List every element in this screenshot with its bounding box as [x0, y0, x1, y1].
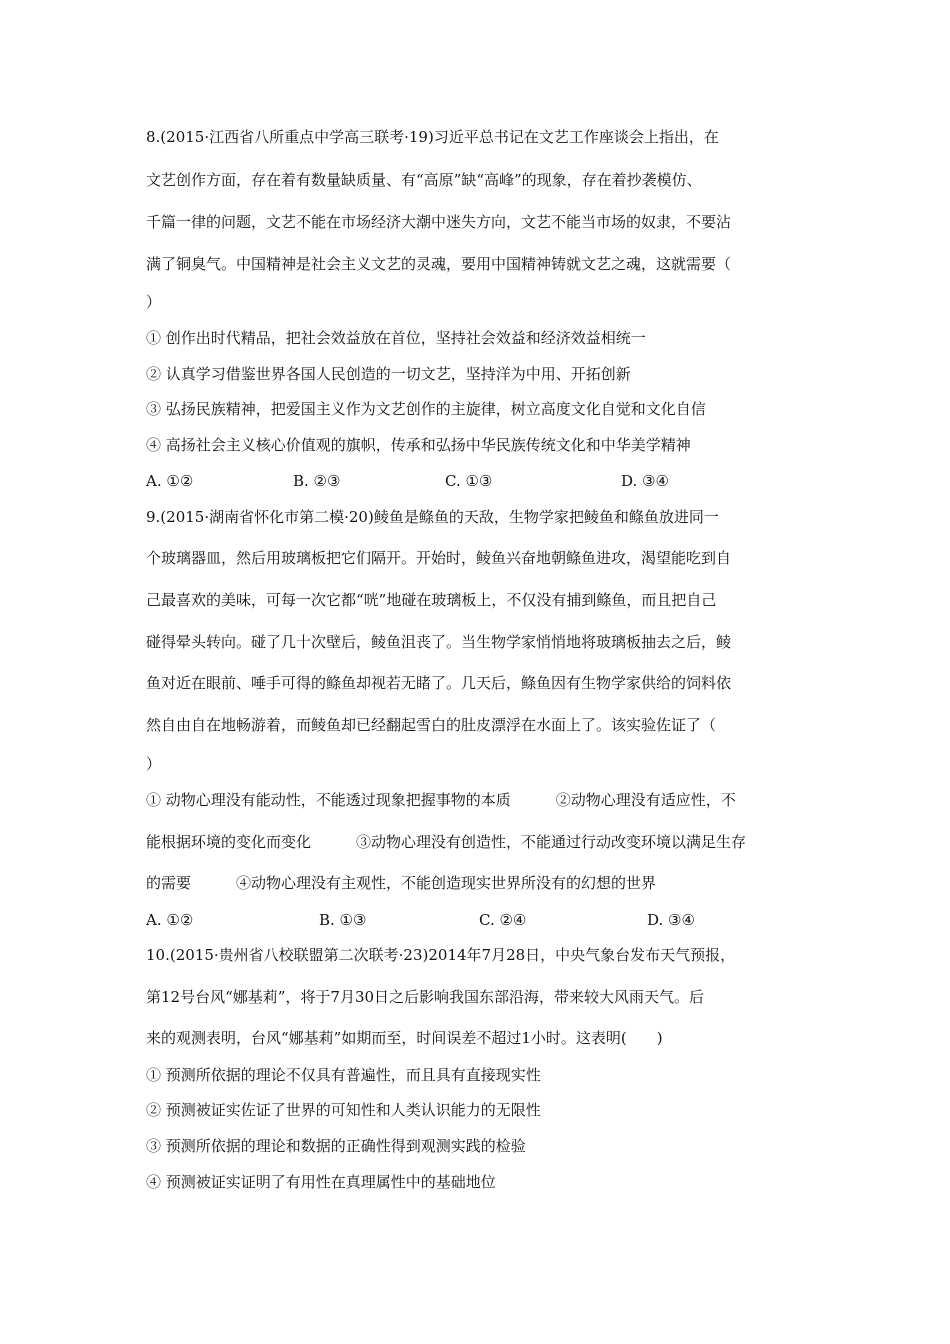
question-9-statement-line: 的需要 ④动物心理没有主观性，不能创造现实世界所没有的幻想的世界	[146, 874, 657, 892]
question-8-stem-line: 8.(2015·江西省八所重点中学高三联考·19)习近平总书记在文艺工作座谈会上指出，在	[146, 128, 719, 146]
question-8-option-d[interactable]: D. ③④	[621, 472, 669, 490]
question-10-statement-1: ① 预测所依据的理论不仅具有普遍性，而且具有直接现实性	[146, 1066, 541, 1084]
question-10-statement-4: ④ 预测被证实证明了有用性在真理属性中的基础地位	[146, 1173, 496, 1191]
question-8-stem-line: 满了铜臭气。中国精神是社会主义文艺的灵魂，要用中国精神铸就文艺之魂，这就需要（	[146, 255, 732, 273]
question-9-statement-line: ① 动物心理没有能动性，不能透过现象把握事物的本质 ②动物心理没有适应性，不	[146, 791, 736, 809]
question-10-stem-line: 来的观测表明，台风“娜基莉”如期而至，时间误差不超过1小时。这表明( )	[146, 1029, 663, 1047]
question-8-option-c[interactable]: C. ①③	[445, 472, 493, 490]
question-8-statement-4: ④ 高扬社会主义核心价值观的旗帜，传承和弘扬中华民族传统文化和中华美学精神	[146, 436, 691, 454]
question-9-option-a[interactable]: A. ①②	[146, 911, 194, 929]
question-8-option-b[interactable]: B. ②③	[293, 472, 341, 490]
question-9-stem-line: 碰得晕头转向。碰了几十次壁后，鲮鱼沮丧了。当生物学家悄悄地将玻璃板抽去之后，鲮	[146, 633, 732, 651]
question-8-option-a[interactable]: A. ①②	[146, 472, 194, 490]
question-9-stem-line: 然自由自在地畅游着，而鲮鱼却已经翻起雪白的肚皮漂浮在水面上了。该实验佐证了（	[146, 716, 717, 734]
question-8-stem-line: 千篇一律的问题，文艺不能在市场经济大潮中迷失方向，文艺不能当市场的奴隶，不要沾	[146, 213, 732, 231]
question-9-statement-line: 能根据环境的变化而变化 ③动物心理没有创造性，不能通过行动改变环境以满足生存	[146, 833, 747, 851]
question-8-statement-1: ① 创作出时代精品，把社会效益放在首位，坚持社会效益和经济效益相统一	[146, 329, 646, 347]
question-10-statement-2: ② 预测被证实佐证了世界的可知性和人类认识能力的无限性	[146, 1101, 541, 1119]
question-9-stem-line: 己最喜欢的美味，可每一次它都“咣”地碰在玻璃板上，不仅没有捕到鲦鱼，而且把自己	[146, 591, 717, 609]
question-9-option-d[interactable]: D. ③④	[647, 911, 695, 929]
question-8-statement-3: ③ 弘扬民族精神，把爱国主义作为文艺创作的主旋律，树立高度文化自觉和文化自信	[146, 400, 706, 418]
question-10-stem-line: 第12号台风“娜基莉”，将于7月30日之后影响我国东部沿海，带来较大风雨天气。后	[146, 988, 705, 1006]
question-8-statement-2: ② 认真学习借鉴世界各国人民创造的一切文艺，坚持洋为中用、开拓创新	[146, 365, 631, 383]
question-9-stem-line: 个玻璃器皿，然后用玻璃板把它们隔开。开始时，鲮鱼兴奋地朝鲦鱼进攻，渴望能吃到自	[146, 549, 732, 567]
question-9-stem-line: ）	[146, 755, 162, 773]
question-10-stem-line: 10.(2015·贵州省八校联盟第二次联考·23)2014年7月28日，中央气象台发布天气预报，	[146, 946, 736, 964]
question-8-stem-line: ）	[146, 293, 162, 311]
question-9-option-b[interactable]: B. ①③	[319, 911, 367, 929]
question-8-stem-line: 文艺创作方面，存在着有数量缺质量、有“高原”缺“高峰”的现象，存在着抄袭模仿、	[146, 171, 702, 189]
question-10-statement-3: ③ 预测所依据的理论和数据的正确性得到观测实践的检验	[146, 1137, 526, 1155]
question-9-option-c[interactable]: C. ②④	[479, 911, 527, 929]
question-9-stem-line: 鱼对近在眼前、唾手可得的鲦鱼却视若无睹了。几天后，鲦鱼因有生物学家供给的饲料依	[146, 674, 732, 692]
question-9-stem-line: 9.(2015·湖南省怀化市第二模·20)鲮鱼是鲦鱼的天敌，生物学家把鲮鱼和鲦鱼放进同一	[146, 508, 719, 526]
